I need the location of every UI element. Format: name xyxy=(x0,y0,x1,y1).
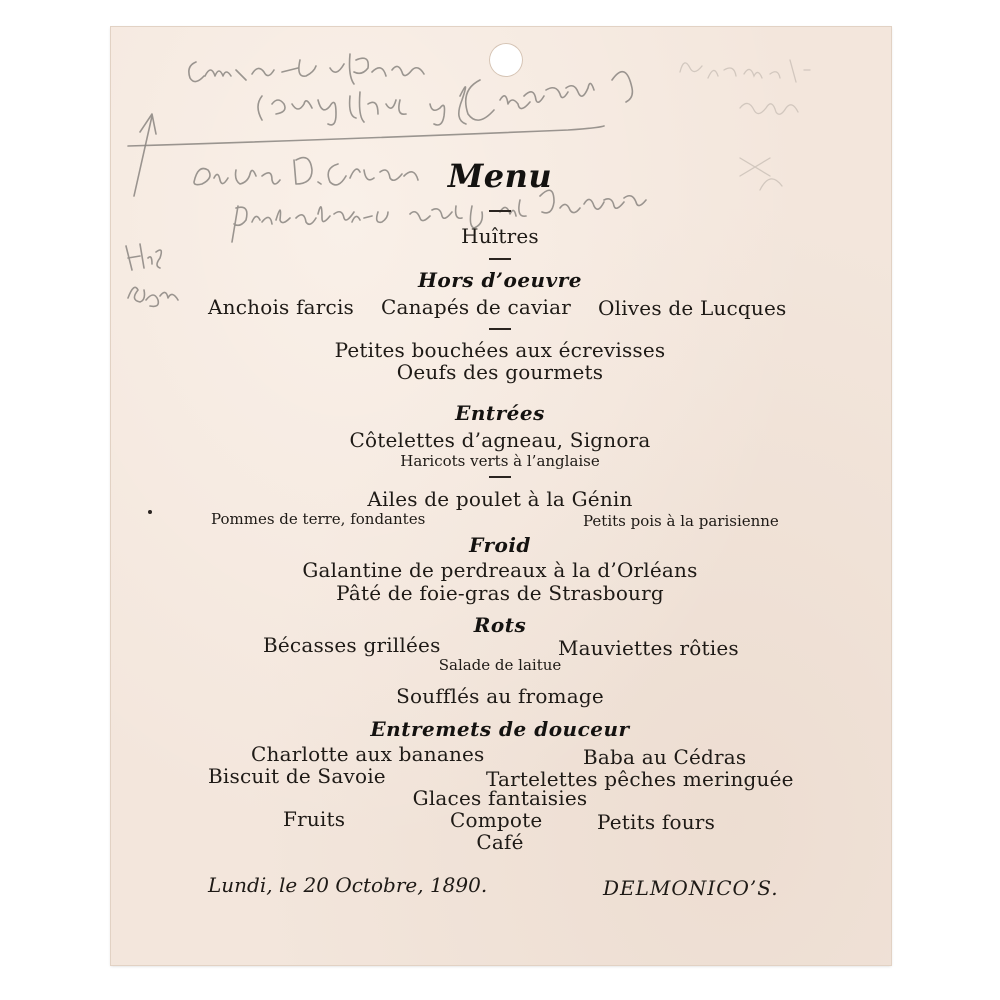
menu-item: Bécasses grillées xyxy=(263,633,441,657)
menu-item: Pâté de foie-gras de Strasbourg xyxy=(336,581,664,605)
menu-item: Compote xyxy=(450,808,543,832)
menu-side-item: Haricots verts à l’anglaise xyxy=(400,452,600,470)
course-huitres: Huîtres xyxy=(461,224,539,248)
divider xyxy=(489,210,511,212)
heading-rots: Rots xyxy=(473,613,527,637)
divider xyxy=(489,328,511,330)
menu-item: Anchois farcis xyxy=(208,295,355,319)
menu-item: Baba au Cédras xyxy=(583,745,747,769)
restaurant-name: DELMONICO’S. xyxy=(603,876,779,900)
heading-entrees: Entrées xyxy=(455,401,545,425)
menu-item: Biscuit de Savoie xyxy=(208,764,386,788)
menu-side-item: Salade de laitue xyxy=(438,656,562,674)
heading-entremets: Entremets de douceur xyxy=(370,717,630,741)
menu-item: Charlotte aux bananes xyxy=(251,742,485,766)
menu-side-item: Petits pois à la parisienne xyxy=(583,512,779,530)
menu-item: Petits fours xyxy=(597,810,716,834)
menu-title: Menu xyxy=(447,157,553,195)
menu-item: Olives de Lucques xyxy=(598,296,787,320)
menu-side-item: Pommes de terre, fondantes xyxy=(211,510,426,528)
menu-item: Canapés de caviar xyxy=(381,295,571,319)
menu-item: Galantine de perdreaux à la d’Orléans xyxy=(302,558,698,582)
menu-item: Glaces fantaisies xyxy=(412,786,588,810)
menu-date: Lundi, le 20 Octobre, 1890. xyxy=(208,873,488,897)
menu-item: Côtelettes d’agneau, Signora xyxy=(349,428,651,452)
menu-item: Tartelettes pêches meringuée xyxy=(486,767,794,791)
menu-item: Ailes de poulet à la Génin xyxy=(367,487,633,511)
heading-froid: Froid xyxy=(469,533,531,557)
divider xyxy=(489,476,511,478)
menu-item: Oeufs des gourmets xyxy=(396,360,604,384)
menu-item: Mauviettes rôties xyxy=(558,636,739,660)
menu-item: Petites bouchées aux écrevisses xyxy=(334,338,666,362)
divider xyxy=(489,258,511,260)
menu-item: Café xyxy=(476,830,524,854)
heading-hors-doeuvre: Hors d’oeuvre xyxy=(418,268,582,292)
menu-item: Soufflés au fromage xyxy=(396,684,604,708)
menu-item: Fruits xyxy=(283,807,346,831)
